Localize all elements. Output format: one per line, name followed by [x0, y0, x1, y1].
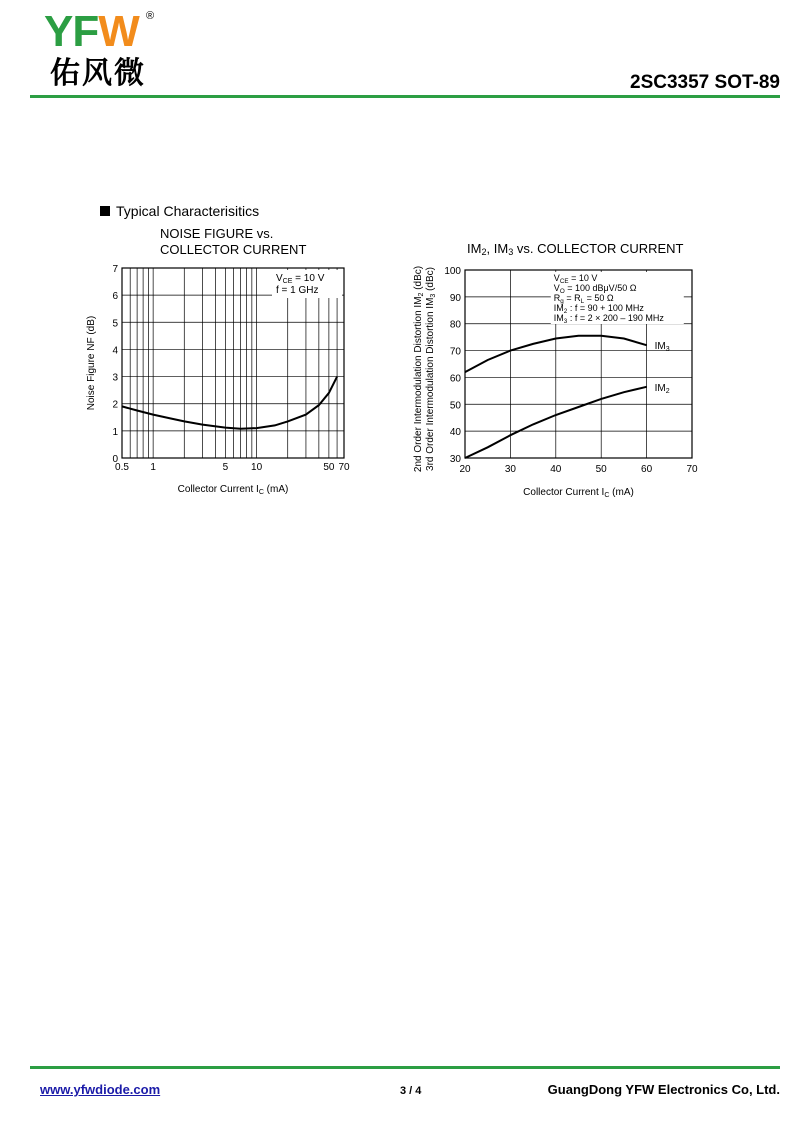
y-tick-label: 100: [444, 266, 461, 277]
logo-letter-w: W: [98, 7, 139, 56]
square-bullet-icon: [100, 206, 110, 216]
chart-title-line: NOISE FIGURE vs.: [160, 226, 274, 241]
section-heading: [100, 203, 259, 219]
annotation-text: $V_O = 100$ dBμV/50 Ω: [553, 283, 637, 295]
annotation-text: $IM_3$ : f = 2 × 200 – 190 MHz: [553, 313, 664, 325]
series-label-im2: $IM_2$: [654, 382, 670, 395]
company-logo: [44, 7, 164, 96]
x-tick-label: 50: [323, 462, 335, 473]
x-tick-label: 20: [459, 464, 471, 475]
x-tick-label: 60: [641, 464, 653, 475]
x-tick-label: 1: [150, 462, 156, 473]
x-tick-label: 50: [595, 464, 607, 475]
annotation-text: $IM_2$ : f = 90 + 100 MHz: [553, 303, 644, 315]
x-tick-label: 10: [251, 462, 263, 473]
logo-letters: [44, 7, 139, 56]
y-tick-label: 30: [449, 454, 461, 465]
y-tick-label: 6: [112, 291, 118, 303]
series-label-im3: $IM_3$: [654, 341, 670, 354]
footer-divider: [30, 1066, 780, 1069]
y-tick-label: 40: [449, 427, 461, 439]
y-tick-label: 5: [112, 318, 118, 330]
chart-title-line: COLLECTOR CURRENT: [160, 242, 307, 257]
page-number: 3 / 4: [400, 1085, 422, 1097]
x-tick-label: 70: [338, 462, 350, 473]
website-link[interactable]: www.yfwdiode.com: [40, 1082, 161, 1097]
x-tick-label: 40: [550, 464, 562, 475]
section-heading-text: Typical Characterisitics: [116, 203, 260, 219]
x-tick-label: 70: [686, 464, 698, 475]
annotation-text: $V_{CE} = 10$ V: [276, 273, 325, 285]
annotation-text: f = 1 GHz: [276, 285, 319, 296]
y-tick-label: 2: [112, 399, 118, 411]
y-tick-label: 0: [112, 454, 118, 465]
y-tick-label: 60: [449, 373, 461, 385]
chart-title: IM2, IM3 vs. COLLECTOR CURRENT: [467, 241, 684, 257]
x-axis-label: Collector Current $I_C$ (mA): [523, 487, 634, 499]
x-tick-label: 30: [504, 464, 516, 475]
logo-letter-y: Y: [44, 7, 73, 56]
logo-chinese-name: 佑风微: [50, 56, 146, 91]
intermodulation-chart: [408, 235, 708, 510]
y-axis-label: 2nd Order Intermodulation Distortion $IM_2$ (dBc): [413, 265, 425, 473]
x-axis-label: Collector Current $I_C$ (mA): [177, 484, 289, 496]
y-tick-label: 90: [449, 292, 461, 304]
company-name: GuangDong YFW Electronics Co, Ltd.: [547, 1082, 780, 1097]
annotation-text: $R_g = R_L = 50$ Ω: [553, 293, 614, 305]
registered-mark: ®: [146, 10, 155, 22]
y-tick-label: 50: [449, 400, 461, 412]
y-tick-label: 4: [112, 345, 118, 357]
y-tick-label: 80: [449, 319, 461, 331]
y-tick-label: 70: [449, 346, 461, 358]
document-title: 2SC3357 SOT-89: [630, 72, 780, 93]
y-axis-label: Noise Figure NF (dB): [86, 315, 97, 411]
annotation-text: $V_{CE} = 10$ V: [553, 273, 598, 285]
header-divider: [30, 95, 780, 98]
x-tick-label: 5: [222, 462, 229, 473]
logo-letter-f: F: [72, 7, 99, 56]
y-tick-label: 1: [112, 426, 118, 438]
y-tick-label: 3: [112, 372, 118, 384]
noise-figure-curve: [122, 377, 337, 429]
noise-figure-chart: [80, 222, 370, 512]
y-tick-label: 7: [112, 264, 118, 275]
y-axis-label: 3rd Order Intermodulation Distortion $IM_3$ (dBc): [425, 267, 437, 471]
x-tick-label: 0.5: [115, 462, 129, 473]
